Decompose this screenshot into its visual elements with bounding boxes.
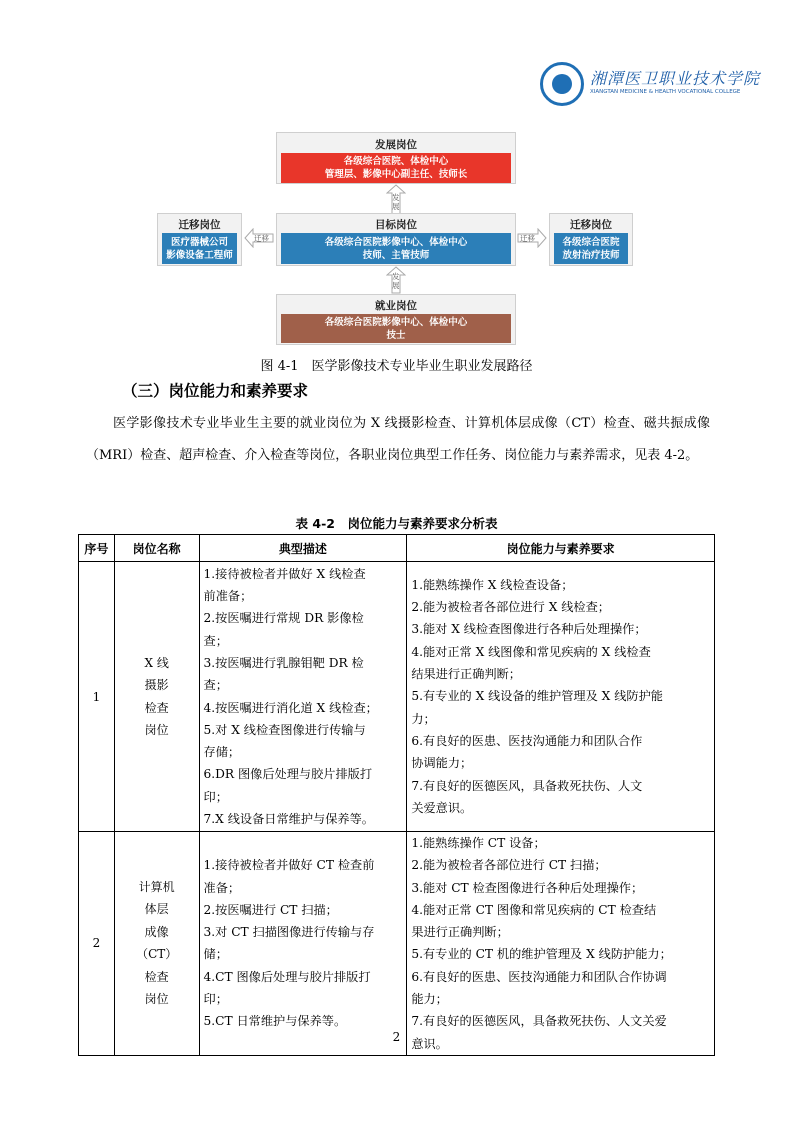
- requirement-line: 3.能对 CT 检查图像进行各种后处理操作；: [411, 880, 644, 895]
- requirement-line: 3.能对 X 线检查图像进行各种后处理操作；: [411, 622, 647, 637]
- table-row: [79, 832, 715, 1056]
- description-line: 5.对 X 线检查图像进行传输与: [203, 722, 366, 737]
- target-post-body: [281, 233, 511, 264]
- migrate-right-arrow-label: 迁移: [520, 234, 535, 243]
- requirement-line: 6.有良好的医患、医技沟通能力和团队合作: [411, 733, 643, 748]
- migrate-left-post-title: 迁移岗位: [178, 219, 221, 231]
- employment-post-line2: 技士: [386, 329, 406, 341]
- requirement-line: 关爱意识。: [411, 800, 473, 815]
- description-line: 印；: [203, 789, 228, 804]
- post-name-line: 岗位: [144, 992, 169, 1007]
- requirement-line: 意识。: [411, 1036, 448, 1051]
- ability-requirement-table: [78, 534, 715, 1056]
- requirement-line: 2.能为被检者各部位进行 X 线检查；: [411, 600, 610, 615]
- section-heading: （三）岗位能力和素养要求: [122, 382, 309, 400]
- post-name-line: （CT）: [136, 947, 178, 962]
- post-name-line: 体层: [144, 902, 169, 917]
- description-line: 7.X 线设备日常维护与保养等。: [203, 811, 374, 826]
- figure-caption: 图 4-1 医学影像技术专业毕业生职业发展路径: [260, 359, 533, 374]
- requirement-line: 4.能对正常 CT 图像和常见疾病的 CT 检查结: [411, 902, 657, 917]
- description-line: 查；: [203, 633, 228, 648]
- row-description: [199, 562, 407, 832]
- description-line: 5.CT 日常维护与保养等。: [203, 1014, 347, 1029]
- school-logo: [540, 62, 761, 108]
- requirement-line: 协调能力；: [411, 756, 473, 771]
- header-no: 序号: [79, 535, 115, 562]
- requirement-line: 7.有良好的医德医风，具备救死扶伤、人文关爱: [411, 1014, 667, 1029]
- table-row: [79, 562, 715, 832]
- school-name: 湘潭医卫职业技术学院: [590, 69, 761, 88]
- post-name-line: 摄影: [144, 678, 169, 692]
- target-post-title: 目标岗位: [375, 219, 417, 231]
- description-line: 前准备；: [203, 589, 253, 604]
- header-post-name: 岗位名称: [114, 535, 199, 562]
- requirement-line: 力；: [411, 711, 436, 726]
- develop-arrow-upper-label: 发展: [392, 193, 400, 211]
- description-line: 3.按医嘱进行乳腺钼靶 DR 检: [203, 655, 364, 670]
- row-requirement: [407, 562, 715, 832]
- row-post-name: [114, 832, 199, 1056]
- school-name-en: XIANGTAN MEDICINE & HEALTH VOCATIONAL COLLEGE: [590, 89, 741, 95]
- description-line: 查；: [203, 678, 228, 693]
- post-name-line: 成像: [144, 924, 169, 939]
- school-emblem-icon: [540, 62, 584, 106]
- migrate-right-post-line1: 各级综合医院: [562, 236, 620, 248]
- migrate-left-post-line2: 影像设备工程师: [166, 249, 233, 261]
- development-post-body: [281, 153, 511, 183]
- description-line: 1.接待被检者并做好 X 线检查: [203, 566, 366, 581]
- post-name-line: 计算机: [138, 879, 175, 894]
- post-name-line: 检查: [144, 700, 169, 715]
- post-name-line: 检查: [144, 969, 169, 984]
- target-post-box: [276, 213, 516, 266]
- employment-post-body: [281, 314, 511, 343]
- page-number: 2: [392, 1030, 401, 1044]
- table-header-row: [79, 535, 715, 562]
- development-post-title: 发展岗位: [375, 139, 417, 151]
- migrate-right-post-line2: 放射治疗技师: [562, 249, 620, 261]
- development-post-box: [276, 132, 516, 184]
- develop-arrow-lower-label: 发展: [392, 272, 400, 290]
- requirement-line: 2.能为被检者各部位进行 CT 扫描；: [411, 858, 607, 873]
- description-line: 2.按医嘱进行常规 DR 影像检: [203, 611, 364, 626]
- table-title: 表 4-2 岗位能力与素养要求分析表: [295, 516, 498, 531]
- migrate-left-post-line1: 医疗器械公司: [170, 236, 228, 248]
- description-line: 1.接待被检者并做好 CT 检查前: [203, 858, 375, 873]
- row-post-name: [114, 562, 199, 832]
- description-line: 准备；: [203, 880, 241, 895]
- development-post-line1: 各级综合医院、体检中心: [343, 156, 449, 167]
- description-line: 储；: [203, 947, 228, 962]
- requirement-line: 5.有专业的 CT 机的维护管理及 X 线防护能力；: [411, 947, 672, 962]
- employment-post-box: [276, 294, 516, 345]
- migrate-left-arrow-label: 迁移: [254, 234, 269, 243]
- migrate-right-post-title: 迁移岗位: [570, 219, 612, 231]
- header-requirement: 岗位能力与素养要求: [407, 535, 715, 562]
- migrate-left-post-box: [157, 213, 242, 266]
- requirement-line: 结果进行正确判断；: [411, 667, 521, 682]
- row-requirement: [407, 832, 715, 1056]
- employment-post-line1: 各级综合医院影像中心、体检中心: [324, 316, 468, 328]
- migrate-left-post-body: [162, 233, 237, 264]
- row-no: 2: [79, 832, 115, 1056]
- description-line: 2.按医嘱进行 CT 扫描；: [203, 902, 338, 917]
- requirement-line: 1.能熟练操作 CT 设备；: [411, 836, 546, 850]
- requirement-line: 能力；: [411, 992, 448, 1007]
- requirement-line: 4.能对正常 X 线图像和常见疾病的 X 线检查: [411, 644, 651, 659]
- development-post-line2: 管理层、影像中心副主任、技师长: [324, 169, 468, 180]
- migrate-right-post-box: [549, 213, 633, 266]
- description-line: 存储；: [203, 745, 241, 760]
- migrate-right-post-body: [554, 233, 628, 264]
- requirement-line: 6.有良好的医患、医技沟通能力和团队合作协调: [411, 969, 667, 984]
- employment-post-title: 就业岗位: [375, 300, 417, 312]
- requirement-line: 1.能熟练操作 X 线检查设备；: [411, 577, 574, 592]
- requirement-line: 7.有良好的医德医风，具备救死扶伤、人文: [411, 778, 643, 793]
- body-paragraph: 医学影像技术专业毕业生主要的就业岗位为 X 线摄影检查、计算机体层成像（CT）检查、磁共振成像（MRI）检查、超声检查、介入检查等岗位，各职业岗位典型工作任务、岗位能力与素养需求，见表 4-2。: [86, 416, 710, 463]
- description-line: 6.DR 图像后处理与胶片排版打: [203, 767, 373, 782]
- requirement-line: 果进行正确判断；: [411, 925, 509, 940]
- row-description: [199, 832, 407, 1056]
- description-line: 4.CT 图像后处理与胶片排版打: [203, 969, 371, 984]
- target-post-line1: 各级综合医院影像中心、体检中心: [324, 236, 468, 248]
- description-line: 印；: [203, 992, 228, 1007]
- requirement-line: 5.有专业的 X 线设备的维护管理及 X 线防护能: [411, 689, 663, 704]
- description-line: 3.对 CT 扫描图像进行传输与存: [203, 925, 375, 940]
- header-description: 典型描述: [199, 535, 407, 562]
- row-no: 1: [79, 562, 115, 832]
- post-name-line: X 线: [144, 655, 169, 670]
- post-name-line: 岗位: [144, 723, 169, 737]
- target-post-line2: 技师、主管技师: [362, 249, 430, 261]
- description-line: 4.按医嘱进行消化道 X 线检查；: [203, 700, 378, 715]
